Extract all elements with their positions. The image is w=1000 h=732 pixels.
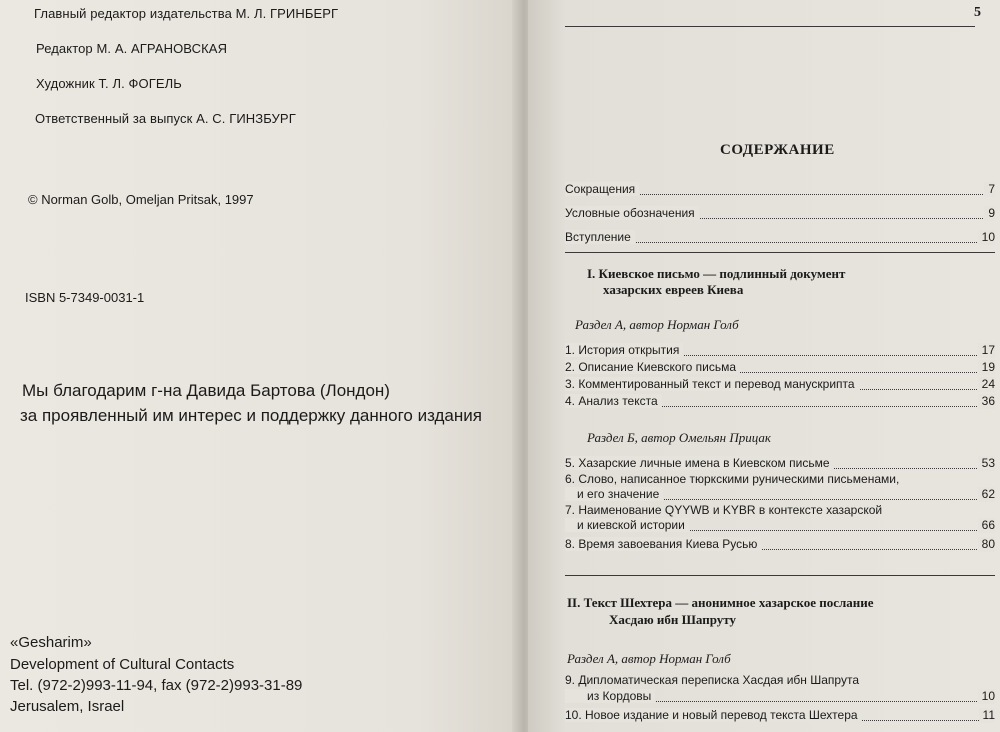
toc-title: СОДЕРЖАНИЕ <box>720 142 835 158</box>
toc-entry-label: 4. Анализ текста <box>565 394 662 408</box>
toc-entry <box>565 518 995 533</box>
credit-chief-editor: Главный редактор издательства М. Л. ГРИНБЕРГ <box>34 6 339 21</box>
toc-entry-label: 1. История открытия <box>565 343 683 357</box>
part-1-section-b-heading: Раздел Б, автор Омельян Прицак <box>587 430 771 445</box>
toc-entry-page: 10 <box>978 230 995 245</box>
copyright-line: © Norman Golb, Omeljan Pritsak, 1997 <box>28 192 254 207</box>
thanks-line-1: Мы благодарим г-на Давида Бартова (Лондон) <box>22 381 390 400</box>
toc-entry-page: 9 <box>984 206 995 221</box>
isbn: ISBN 5-7349-0031-1 <box>25 290 145 305</box>
toc-entry <box>565 377 995 392</box>
toc-entry-label: 6. Слово, написанное тюркскими руническими письменами, <box>565 472 900 486</box>
toc-entry-label-continued: и его значение <box>565 487 663 501</box>
toc-entry <box>565 456 995 471</box>
toc-entry <box>565 230 995 245</box>
toc-entry <box>565 537 995 552</box>
toc-entry <box>565 343 995 358</box>
toc-entry-page: 19 <box>978 360 995 375</box>
credit-editor: Редактор М. А. АГРАНОВСКАЯ <box>36 41 228 56</box>
toc-entry-label: 10. Новое издание и новый перевод текста Шехтера <box>565 708 862 722</box>
toc-entry-label: 3. Комментированный текст и перевод манускрипта <box>565 377 859 391</box>
credit-artist: Художник Т. Л. ФОГЕЛЬ <box>36 76 182 91</box>
toc-entry <box>565 689 995 704</box>
toc-entry-page: 17 <box>978 343 995 358</box>
toc-entry-page: 80 <box>978 537 995 552</box>
publisher-city: Jerusalem, Israel <box>10 698 125 715</box>
toc-entry <box>565 708 995 723</box>
toc-entry-label: Вступление <box>565 230 635 244</box>
toc-entry-page: 24 <box>978 377 995 392</box>
toc-entry <box>565 487 995 502</box>
toc-entry-label: 5. Хазарские личные имена в Киевском письме <box>565 456 834 470</box>
toc-entry-page: 36 <box>978 394 995 409</box>
page-number: 5 <box>974 5 981 20</box>
toc-entry-page: 53 <box>978 456 995 471</box>
toc-entry-label: Условные обозначения <box>565 206 699 220</box>
section-divider <box>565 575 995 576</box>
toc-entry-page: 62 <box>978 487 995 502</box>
toc-entry-page: 66 <box>978 518 995 533</box>
header-rule <box>565 26 975 27</box>
part-1-section-a-heading: Раздел А, автор Норман Голб <box>575 317 739 332</box>
toc-entry <box>565 206 995 221</box>
toc-entry-label-continued: из Кордовы <box>565 689 655 703</box>
toc-entry-label: 2. Описание Киевского письма <box>565 360 740 374</box>
thanks-line-2: за проявленный им интерес и поддержку данного издания <box>20 406 482 425</box>
part-2-section-a-heading: Раздел А, автор Норман Голб <box>567 651 731 666</box>
toc-entry-label: 8. Время завоевания Киева Русью <box>565 537 761 551</box>
publisher-description: Development of Cultural Contacts <box>10 656 235 673</box>
toc-entry-page: 10 <box>978 689 995 704</box>
toc-entry <box>565 182 995 197</box>
publisher-name: «Gesharim» <box>10 634 92 651</box>
publisher-phone: Tel. (972-2)993-11-94, fax (972-2)993-31-89 <box>10 677 303 694</box>
toc-entry-page: 7 <box>984 182 995 197</box>
toc-entry-page: 11 <box>979 708 995 723</box>
toc-entry-label: 7. Наименование QYYWB и KYBR в контексте хазарской <box>565 503 883 517</box>
section-divider <box>565 252 995 253</box>
toc-entry-label: Сокращения <box>565 182 639 196</box>
part-1-title-line-1: I. Киевское письмо — подлинный документ <box>587 266 846 281</box>
toc-entry <box>565 394 995 409</box>
toc-entry-label: 9. Дипломатическая переписка Хасдая ибн Шапрута <box>565 673 859 687</box>
toc-entry-label-continued: и киевской истории <box>565 518 689 532</box>
part-2-title-line-2: Хасдаю ибн Шапруту <box>609 612 737 627</box>
part-1-title-line-2: хазарских евреев Киева <box>603 282 744 297</box>
credit-responsible: Ответственный за выпуск А. С. ГИНЗБУРГ <box>35 111 296 126</box>
part-2-title-line-1: II. Текст Шехтера — анонимное хазарское послание <box>567 595 874 610</box>
toc-entry <box>565 360 995 375</box>
